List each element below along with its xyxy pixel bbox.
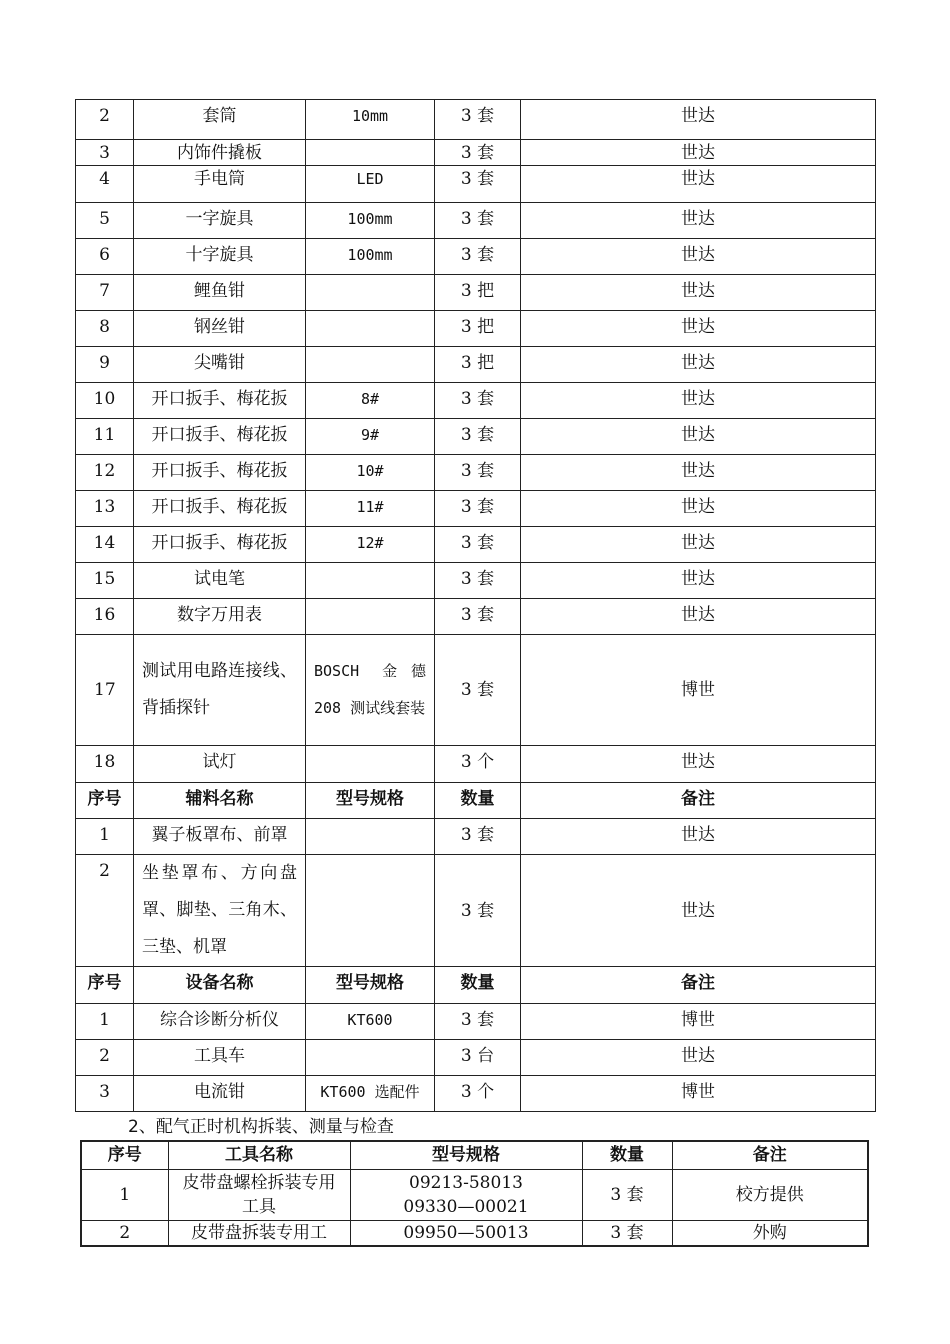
row-note: 世达 [521,746,876,783]
spec-line: 09330—00021 [403,1196,529,1217]
table-row [76,166,876,203]
table-row [76,563,876,599]
row-spec [306,746,435,783]
row-no: 18 [76,746,134,783]
table-row [81,1169,868,1220]
row-no: 10 [76,383,134,419]
row-note: 博世 [521,635,876,746]
row-spec: 09950—50013 [350,1220,582,1246]
row-qty: 3 套 [435,140,521,166]
row-no: 1 [76,819,134,855]
section-title: 2、配气正时机构拆装、测量与检查 [128,1117,394,1137]
row-spec [306,275,435,311]
row-note: 世达 [521,527,876,563]
table-row [76,1004,876,1040]
row-name: 开口扳手、梅花扳 [134,383,306,419]
row-no: 14 [76,527,134,563]
row-no: 1 [76,1004,134,1040]
row-name: 综合诊断分析仪 [134,1004,306,1040]
header-qty: 数量 [435,783,521,819]
table-row [76,1076,876,1112]
row-no: 2 [76,855,134,967]
row-no: 2 [81,1220,168,1246]
table-row [76,275,876,311]
row-no: 9 [76,347,134,383]
row-qty: 3 把 [435,347,521,383]
row-name: 手电筒 [134,166,306,203]
row-qty: 3 套 [435,203,521,239]
row-no: 17 [76,635,134,746]
row-note: 世达 [521,599,876,635]
row-spec: BOSCH 金德 208 测试线套装 [306,635,435,746]
row-note: 博世 [521,1004,876,1040]
row-qty: 3 套 [435,383,521,419]
header-no: 序号 [81,1141,168,1169]
table-row [76,311,876,347]
row-spec [306,599,435,635]
row-spec: 9# [306,419,435,455]
table-row [76,491,876,527]
row-note: 外购 [672,1220,868,1246]
row-qty: 3 套 [435,455,521,491]
header-qty: 数量 [582,1141,672,1169]
row-name: 十字旋具 [134,239,306,275]
header-no: 序号 [76,783,134,819]
row-qty: 3 套 [435,599,521,635]
equip-header-row [76,967,876,1004]
row-note: 世达 [521,275,876,311]
row-no: 12 [76,455,134,491]
table-row [76,855,876,967]
row-name: 内饰件撬板 [134,140,306,166]
header-note: 备注 [521,783,876,819]
tool-table [75,99,876,1112]
row-qty: 3 套 [435,166,521,203]
table-row [76,819,876,855]
row-note: 博世 [521,1076,876,1112]
row-no: 2 [76,1040,134,1076]
row-qty: 3 套 [435,527,521,563]
row-no: 3 [76,140,134,166]
row-spec [306,855,435,967]
row-spec [306,347,435,383]
row-no: 13 [76,491,134,527]
row-no: 8 [76,311,134,347]
table-row [76,383,876,419]
header-note: 备注 [521,967,876,1004]
table-row [76,599,876,635]
header-no: 序号 [76,967,134,1004]
row-qty: 3 把 [435,275,521,311]
row-name: 开口扳手、梅花扳 [134,527,306,563]
row-name: 皮带盘螺栓拆装专用工具 [168,1169,350,1220]
row-name: 试电笔 [134,563,306,599]
header-name: 辅料名称 [134,783,306,819]
row-qty: 3 套 [435,635,521,746]
row-note: 世达 [521,455,876,491]
row-name: 电流钳 [134,1076,306,1112]
row-note: 世达 [521,140,876,166]
row-qty: 3 套 [582,1220,672,1246]
row-name: 坐垫罩布、方向盘罩、脚垫、三角木、三垫、机罩 [134,855,306,967]
row-note: 世达 [521,347,876,383]
row-name: 套筒 [134,100,306,140]
row-qty: 3 套 [435,491,521,527]
row-spec: KT600 选配件 [306,1076,435,1112]
row-name: 皮带盘拆装专用工 [168,1220,350,1246]
header-spec: 型号规格 [306,783,435,819]
row-qty: 3 套 [435,100,521,140]
row-note: 世达 [521,419,876,455]
row-spec: 100mm [306,239,435,275]
row-spec: 11# [306,491,435,527]
row-name: 翼子板罩布、前罩 [134,819,306,855]
row-no: 7 [76,275,134,311]
table-row [76,100,876,140]
row-name: 开口扳手、梅花扳 [134,419,306,455]
header-spec: 型号规格 [350,1141,582,1169]
row-spec [306,819,435,855]
row-note: 世达 [521,100,876,140]
table-row [76,1040,876,1076]
row-qty: 3 套 [435,855,521,967]
table-row [76,635,876,746]
row-spec: 10mm [306,100,435,140]
row-no: 3 [76,1076,134,1112]
row-note: 世达 [521,311,876,347]
table-row [76,347,876,383]
row-name: 鲤鱼钳 [134,275,306,311]
row-note: 世达 [521,855,876,967]
table-row [76,455,876,491]
row-name: 开口扳手、梅花扳 [134,455,306,491]
table-row [76,419,876,455]
table-row [76,527,876,563]
row-name: 钢丝钳 [134,311,306,347]
row-no: 6 [76,239,134,275]
table-header-row [81,1141,868,1169]
row-spec [306,563,435,599]
row-name: 开口扳手、梅花扳 [134,491,306,527]
row-note: 校方提供 [672,1169,868,1220]
row-note: 世达 [521,491,876,527]
row-spec [306,1040,435,1076]
header-spec: 型号规格 [306,967,435,1004]
spec-line: 09213-58013 [409,1172,523,1193]
row-qty: 3 套 [435,419,521,455]
row-spec: 8# [306,383,435,419]
row-qty: 3 套 [435,563,521,599]
row-name: 测试用电路连接线、背插探针 [134,635,306,746]
table-row [76,746,876,783]
aux-header-row [76,783,876,819]
row-qty: 3 套 [435,1004,521,1040]
table-row [76,239,876,275]
row-qty: 3 套 [435,819,521,855]
row-spec: 100mm [306,203,435,239]
table-row [76,203,876,239]
row-note: 世达 [521,819,876,855]
row-note: 世达 [521,166,876,203]
row-no: 4 [76,166,134,203]
timing-tool-table [80,1140,869,1247]
table-row [81,1220,868,1246]
header-note: 备注 [672,1141,868,1169]
row-spec: KT600 [306,1004,435,1040]
row-note: 世达 [521,1040,876,1076]
row-spec [306,140,435,166]
row-qty: 3 台 [435,1040,521,1076]
row-name: 一字旋具 [134,203,306,239]
row-name: 试灯 [134,746,306,783]
header-qty: 数量 [435,967,521,1004]
row-name: 尖嘴钳 [134,347,306,383]
row-no: 11 [76,419,134,455]
row-note: 世达 [521,239,876,275]
row-no: 16 [76,599,134,635]
row-name: 工具车 [134,1040,306,1076]
row-note: 世达 [521,563,876,599]
row-qty: 3 套 [582,1169,672,1220]
row-qty: 3 把 [435,311,521,347]
row-spec [350,1169,582,1220]
header-name: 工具名称 [168,1141,350,1169]
row-name: 数字万用表 [134,599,306,635]
row-qty: 3 个 [435,1076,521,1112]
row-spec: 10# [306,455,435,491]
header-name: 设备名称 [134,967,306,1004]
row-no: 1 [81,1169,168,1220]
row-note: 世达 [521,383,876,419]
row-spec: 12# [306,527,435,563]
row-no: 15 [76,563,134,599]
table-row [76,140,876,166]
row-no: 5 [76,203,134,239]
row-note: 世达 [521,203,876,239]
row-no: 2 [76,100,134,140]
row-spec [306,311,435,347]
row-qty: 3 个 [435,746,521,783]
row-spec: LED [306,166,435,203]
row-qty: 3 套 [435,239,521,275]
